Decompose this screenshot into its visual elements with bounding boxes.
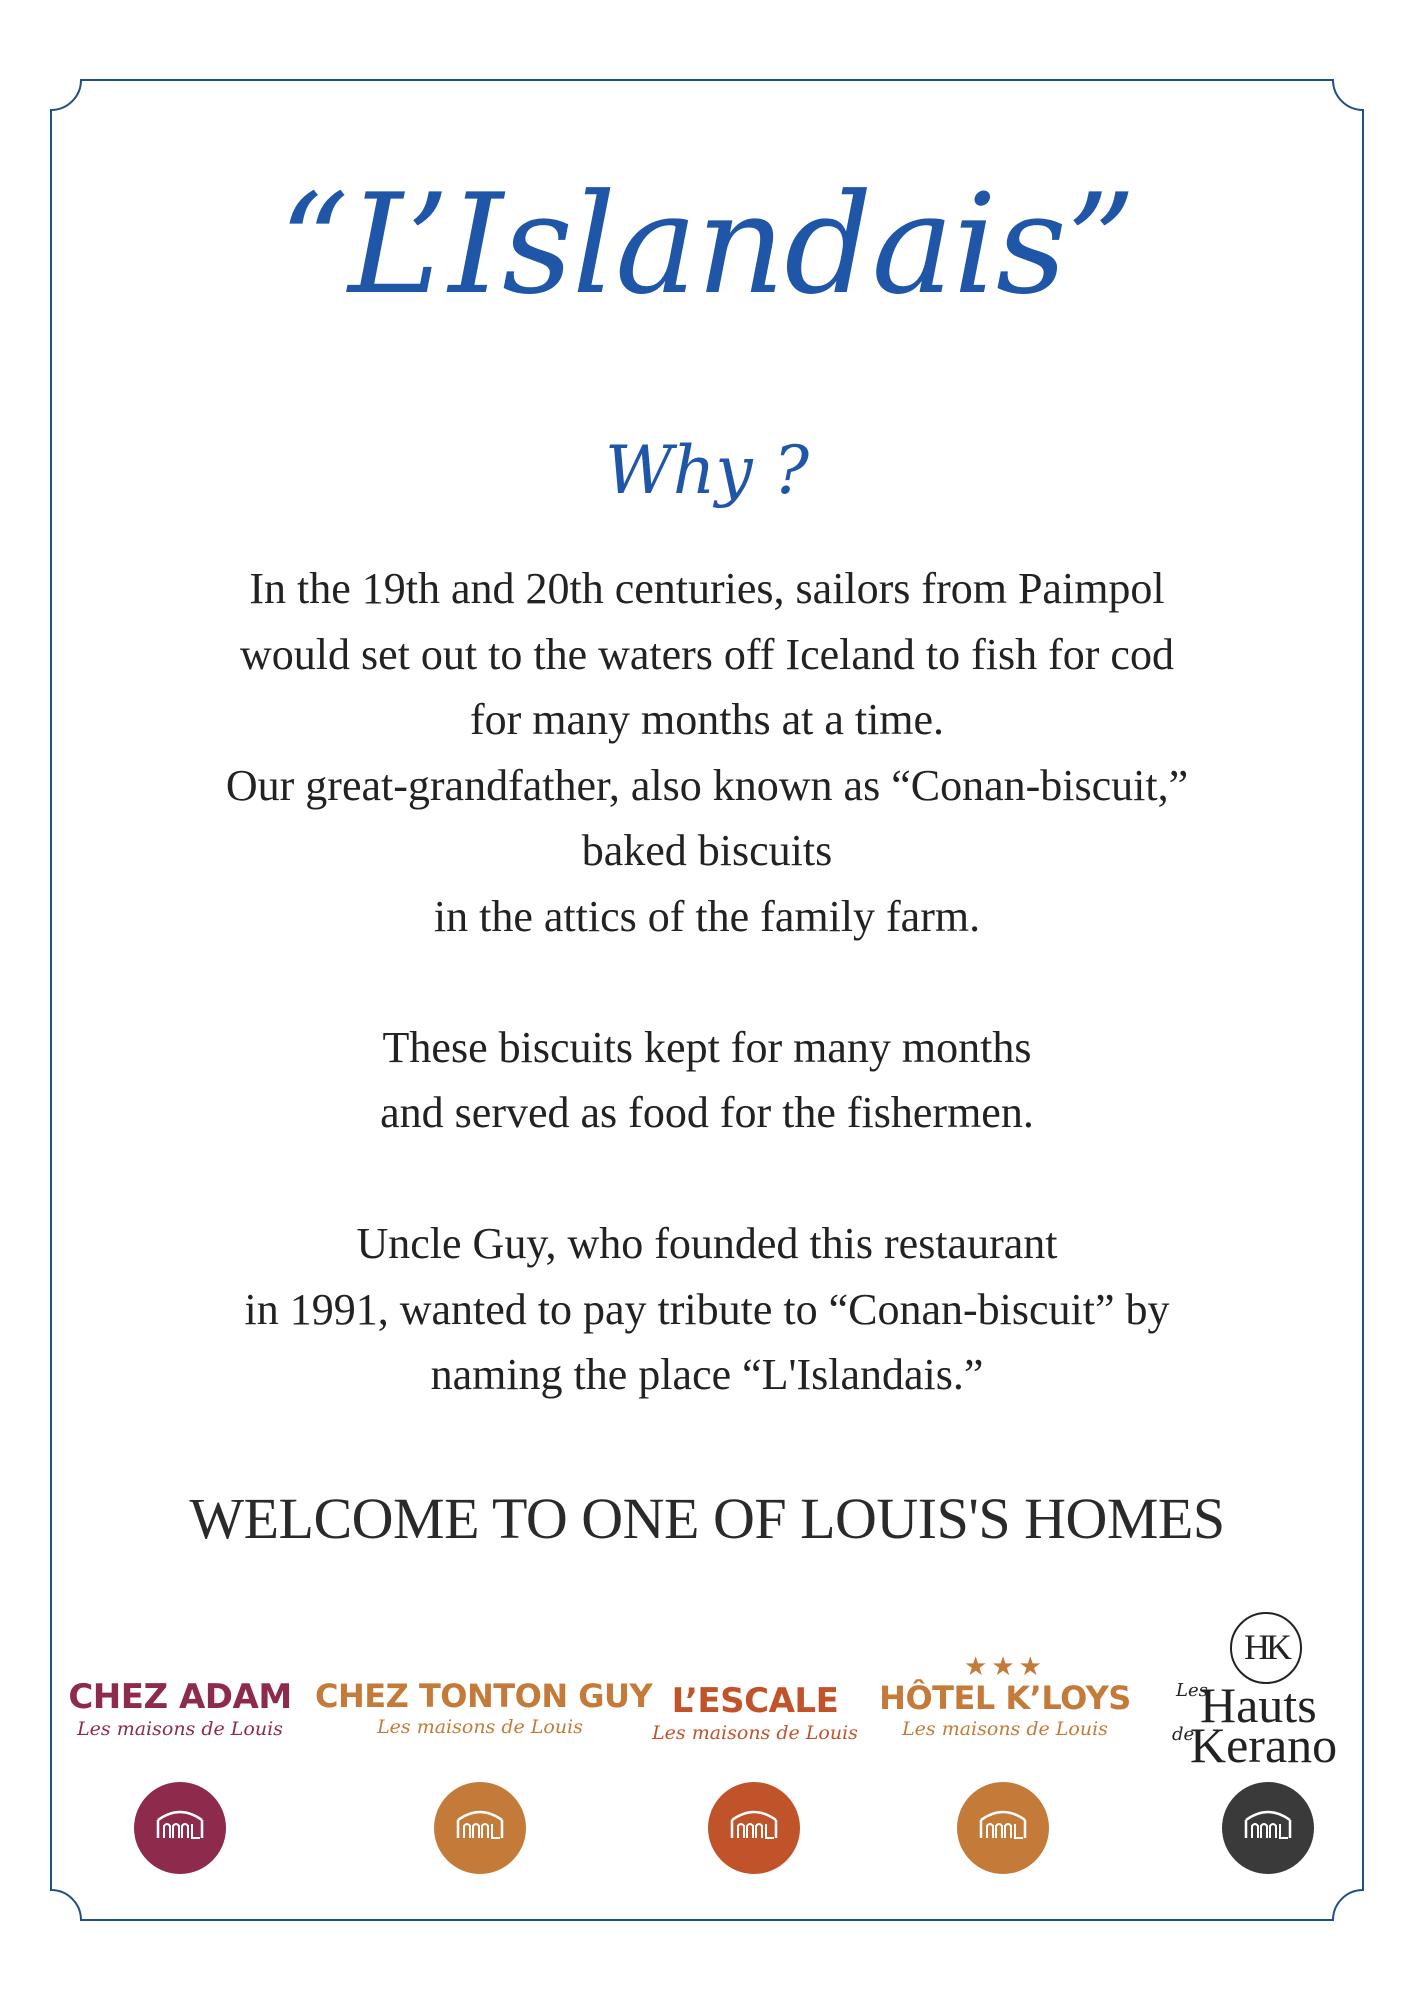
- story-line: and served as food for the fishermen.: [380, 1088, 1034, 1137]
- hk-monogram: HK: [1230, 1612, 1302, 1684]
- story-line: in the attics of the family farm.: [433, 891, 981, 941]
- maisons-de-louis-arch-icon: [134, 1782, 226, 1874]
- logo-tagline: Les maisons de Louis: [377, 1716, 583, 1738]
- section-heading: Why ?: [605, 432, 809, 509]
- story-line: would set out to the waters off Iceland to fish for cod: [240, 629, 1174, 679]
- paragraph-gap: [0, 1146, 1414, 1212]
- hk-name-line1: Hauts: [1200, 1677, 1317, 1733]
- logo-name: CHEZ ADAM: [68, 1677, 292, 1717]
- logo-name: L’ESCALE: [671, 1681, 839, 1721]
- logo-tagline: Les maisons de Louis: [902, 1718, 1108, 1740]
- story-line: naming the place “L'Islandais.”: [430, 1350, 984, 1399]
- story-line: in 1991, wanted to pay tribute to “Conan-biscuit” by: [244, 1284, 1170, 1334]
- star-rating: ★★★: [964, 1652, 1046, 1682]
- story-line: These biscuits kept for many months: [382, 1022, 1032, 1072]
- logo-hotel-kloys: [870, 1654, 1140, 1739]
- story-line: for many months at a time.: [469, 695, 945, 744]
- welcome-heading: WELCOME TO ONE OF LOUIS'S HOMES: [189, 1486, 1225, 1551]
- logo-tagline: Les maisons de Louis: [652, 1722, 858, 1744]
- paragraph-gap: [0, 949, 1414, 1015]
- story-line: Uncle Guy, who founded this restaurant: [356, 1219, 1058, 1268]
- story-line: baked biscuits: [581, 826, 833, 875]
- maisons-de-louis-arch-icon: [957, 1782, 1049, 1874]
- hk-name-line2: Kerano: [1190, 1717, 1338, 1773]
- logo-l-escale: [650, 1681, 860, 1744]
- logo-chez-tonton-guy: [315, 1677, 653, 1738]
- page-title: “L’Islandais”: [278, 164, 1136, 325]
- story-text: [0, 556, 1414, 1408]
- logo-name: CHEZ TONTON GUY: [315, 1677, 653, 1715]
- story-line: In the 19th and 20th centuries, sailors from Paimpol: [249, 564, 1165, 613]
- story-line: Our great-grandfather, also known as “Conan-biscuit,”: [225, 760, 1189, 810]
- hk-prefix: Les: [1176, 1680, 1208, 1701]
- maisons-de-louis-arch-icon: [708, 1782, 800, 1874]
- maisons-de-louis-arch-icon: [434, 1782, 526, 1874]
- logo-chez-adam: [60, 1677, 300, 1740]
- maisons-de-louis-arch-icon: [1222, 1782, 1314, 1874]
- logo-name: HÔTEL K’LOYS: [879, 1679, 1131, 1717]
- hk-connector: de: [1172, 1724, 1195, 1745]
- logo-tagline: Les maisons de Louis: [77, 1718, 283, 1740]
